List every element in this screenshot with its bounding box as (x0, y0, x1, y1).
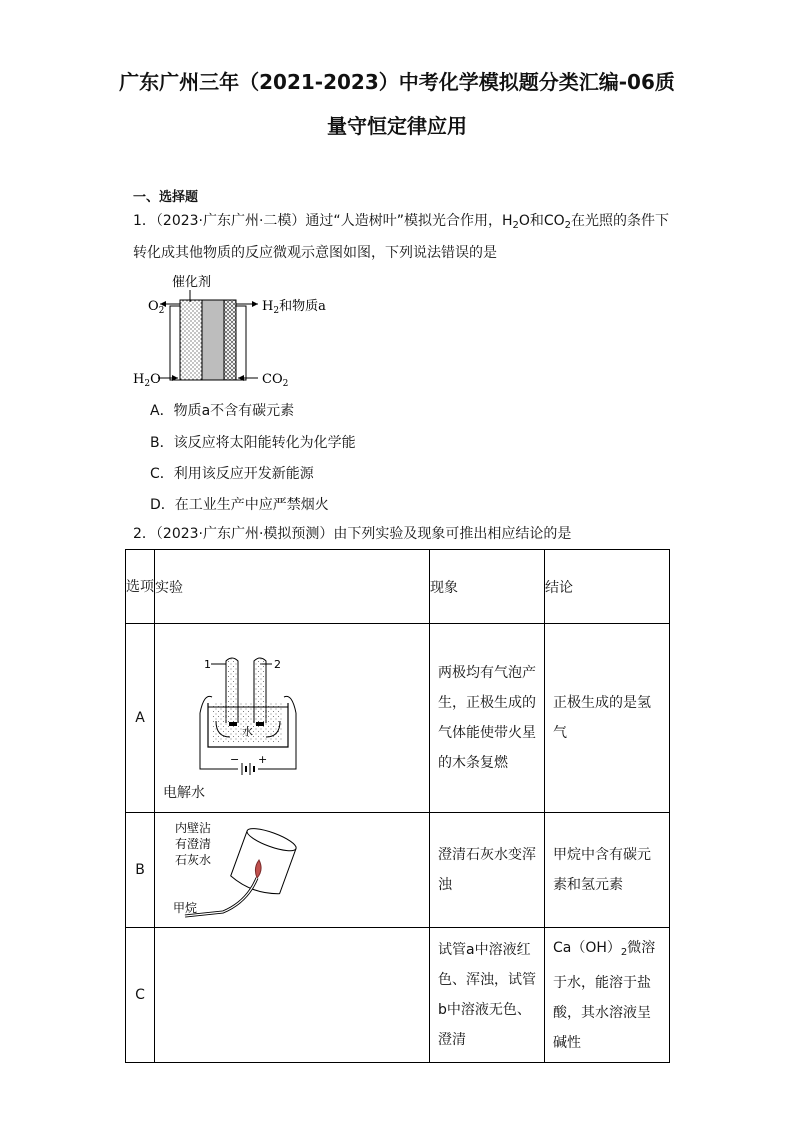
row-b-experiment (155, 813, 430, 928)
minus-sign: − (230, 753, 240, 766)
table-header-row (126, 550, 670, 624)
beaker-label-1: 内壁沾 (175, 821, 212, 835)
q1-stem-line1: 1．（2023·广东广州·二模）通过“人造树叶”模拟光合作用，$H_2O$和$CO_2$在光照的条件下 (133, 213, 670, 231)
header-phenomenon: 现象 (430, 550, 545, 624)
doc-title-line2: 量守恒定律应用 (327, 114, 467, 138)
plus-sign: + (258, 753, 268, 766)
header-conclusion: 结论 (545, 550, 670, 624)
q1-stem-line2: 转化成其他物质的反应微观示意图如图，下列说法错误的是 (133, 245, 497, 261)
row-c-conclusion: $Ca(OH)_2$微溶于水，能溶于盐酸，其水溶液呈碱性 (545, 928, 670, 1063)
h2-product-label: $H_2$和物质a (262, 299, 326, 316)
row-a-option: A (126, 624, 155, 813)
table-row (126, 813, 670, 928)
row-b-phenomenon: 澄清石灰水变浑浊 (430, 813, 545, 928)
h2o-label: $H_2O$ (133, 372, 161, 388)
row-c-experiment (155, 928, 430, 1063)
section-heading: 一、选择题 (133, 190, 199, 205)
q1-option-d: D．在工业生产中应严禁烟火 (150, 497, 329, 513)
beaker-label-2: 有澄清 (175, 837, 212, 851)
electrolysis-caption: 电解水 (163, 785, 205, 801)
o2-label: $O_2$ (148, 299, 165, 316)
methane-label: 甲烷 (173, 901, 198, 915)
header-experiment: 实验 (155, 550, 430, 624)
header-option: 选项 (126, 550, 155, 624)
table-row (126, 928, 670, 1063)
table-row (126, 624, 670, 813)
q1-option-b: B．该反应将太阳能转化为化学能 (150, 435, 356, 451)
catalyst-label: 催化剂 (172, 275, 212, 290)
beaker-label-3: 石灰水 (175, 853, 212, 867)
row-c-phenomenon: 试管a中溶液红色、浑浊，试管b中溶液无色、澄清 (430, 928, 545, 1063)
q1-option-a: A．物质a不含有碳元素 (150, 403, 295, 419)
methane-combustion-diagram (167, 816, 317, 924)
q2-stem: 2．（2023·广东广州·模拟预测）由下列实验及现象可推出相应结论的是 (133, 526, 572, 542)
row-b-option: B (126, 813, 155, 928)
tube-2-label: 2 (274, 658, 281, 671)
row-b-conclusion: 甲烷中含有碳元素和氢元素 (545, 813, 670, 928)
co2-label: $CO_2$ (262, 372, 289, 388)
tube-1-label: 1 (204, 658, 211, 671)
row-a-conclusion: 正极生成的是氢气 (545, 624, 670, 813)
water-label: 水 (242, 725, 253, 738)
row-a-experiment (155, 624, 430, 813)
row-a-phenomenon: 两极均有气泡产生，正极生成的气体能使带火星的木条复燃 (430, 624, 545, 813)
electrolysis-diagram (190, 653, 320, 793)
q1-option-c: C．利用该反应开发新能源 (150, 466, 314, 482)
artificial-leaf-diagram (130, 268, 330, 388)
row-c-option: C (126, 928, 155, 1063)
q2-table (125, 549, 670, 1063)
doc-title-line1: 广东广州三年（2021-2023）中考化学模拟题分类汇编-06质 (119, 70, 675, 94)
